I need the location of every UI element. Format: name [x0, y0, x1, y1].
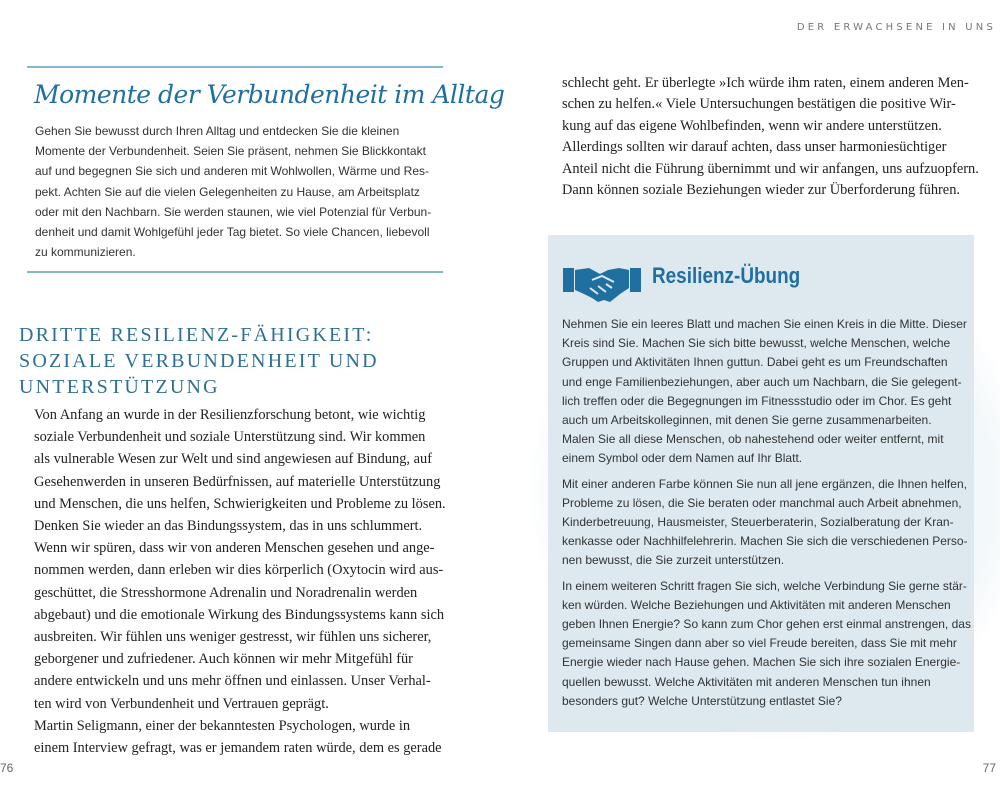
- exercise-paragraph: [562, 315, 966, 469]
- continued-text: [562, 73, 979, 201]
- section-heading: [19, 322, 439, 400]
- body-line: einem Interview gefragt, was er jemandem raten würde, dem es gerade: [34, 740, 442, 757]
- body-line: andere entwickeln und uns mehr öffnen und einlassen. Unser Verhal-: [34, 673, 431, 690]
- exercise-line: einem Symbol oder dem Namen auf Ihr Blatt.: [562, 451, 803, 466]
- box-line: pekt. Achten Sie auf die vielen Gelegenheiten zu Hause, am Arbeitsplatz: [35, 184, 420, 199]
- box-bottom-rule: [27, 271, 443, 273]
- exercise-line: besonders gut? Welche Unterstützung entlastet Sie?: [562, 693, 842, 708]
- exercise-line: Probleme zu lösen, die Sie beraten oder manchmal auch Arbeit abnehmen,: [562, 495, 962, 510]
- heading-line: UNTERSTÜTZUNG: [19, 376, 220, 398]
- heading-line: DRITTE RESILIENZ-FÄHIGKEIT:: [19, 324, 374, 346]
- body-line: geborgener und zufriedener. Auch können wir mehr Mitgefühl für: [34, 651, 413, 668]
- body-line: Wenn wir spüren, dass wir von anderen Menschen gesehen und ange-: [34, 540, 435, 557]
- running-head: DER ERWACHSENE IN UNS: [796, 22, 996, 33]
- body-line: Von Anfang an wurde in der Resilienzforschung betont, wie wichtig: [34, 407, 426, 423]
- exercise-line: nen bewusst, die Sie zurzeit unterstützen.: [562, 553, 785, 568]
- exercise-text: [562, 315, 971, 717]
- exercise-line: kenkasse oder Nachhilfelehrerin. Machen Sie sich die verschiedenen Perso-: [562, 534, 968, 549]
- body-line: geschüttet, die Stresshormone Adrenalin und Noradrenalin werden: [34, 584, 418, 601]
- exercise-title: Resilienz-Übung: [652, 263, 801, 288]
- box-line: zu kommunizieren.: [35, 245, 136, 260]
- exercise-line: In einem weiteren Schritt fragen Sie sich, welche Verbindung Sie gerne stär-: [562, 578, 967, 593]
- heading-line: SOZIALE VERBUNDENHEIT UND: [19, 350, 379, 372]
- body-line: Dann können soziale Beziehungen wieder zur Überforderung führen.: [562, 182, 960, 199]
- box-line: denheit und damit Wohlgefühl jeder Tag bietet. So viele Chancen, liebevoll: [35, 225, 430, 240]
- exercise-line: quellen bewusst. Welche Aktivitäten mit anderen Menschen tun ihnen: [562, 674, 931, 689]
- exercise-line: Malen Sie all diese Menschen, ob nahestehend oder weiter entfernt, mit: [562, 432, 944, 447]
- box-text: [35, 121, 435, 262]
- exercise-line: Gruppen und Aktivitäten Ihnen guttun. Dabei geht es um Freundschaften: [562, 355, 948, 370]
- exercise-line: Kinderbetreuung, Hausmeister, Steuerberaterin, Sozialberatung der Kran-: [562, 515, 954, 530]
- exercise-line: Kreis sind Sie. Machen Sie sich bitte bewusst, welche Menschen, welche: [562, 336, 951, 351]
- page-number-left: 76: [0, 761, 14, 775]
- exercise-line: gemeinsame Singen dann aber so viel Freude bereiten, dass Sie mit mehr: [562, 636, 957, 651]
- body-line: Gesehenwerden in unseren Bedürfnissen, auf materielle Unterstützung: [34, 473, 441, 490]
- box-top-rule: [27, 66, 443, 68]
- exercise-line: lich treffen oder die Begegnungen im Fitnessstudio oder im Chor. Es geht: [562, 393, 952, 408]
- body-line: schlecht geht. Er überlegte »Ich würde ihm raten, einem anderen Men-: [562, 75, 969, 91]
- exercise-line: geben Ihnen Energie? So kann zum Chor gehen erst einmal anstrengen, das: [562, 617, 971, 632]
- body-line: schen zu helfen.« Viele Untersuchungen bestätigen die positive Wir-: [562, 96, 956, 113]
- exercise-line: und enge Familienbeziehungen, aber auch um Nachbarn, die Sie gelegent-: [562, 374, 962, 389]
- box-line: oder mit den Nachbarn. Sie werden staunen, wie viel Potenzial für Verbun-: [35, 204, 432, 219]
- body-line: ausbreiten. Wir fühlen uns weniger gestresst, wir fühlen uns sicherer,: [34, 629, 432, 646]
- body-line: abgebaut) und die emotionale Wirkung des Bindungssystems kann sich: [34, 606, 445, 623]
- exercise-line: auch um Arbeitskolleginnen, mit denen Sie gerne zusammenarbeiten.: [562, 413, 932, 428]
- body-line: Anteil nicht die Führung übernimmt und wir anfangen, uns aufzuopfern.: [562, 160, 979, 177]
- box-line: auf und begegnen Sie sich und anderen mit Wohlwollen, Wärme und Res-: [35, 164, 430, 179]
- exercise-paragraph: [562, 577, 971, 711]
- exercise-line: Energie wieder nach Hause gehen. Machen Sie sich ihre sozialen Energie-: [562, 655, 961, 670]
- body-line: nommen werden, dann erleben wir dies körperlich (Oxytocin wird aus-: [34, 562, 444, 579]
- body-line: ten wird von Verbundenheit und Vertrauen geprägt.: [34, 695, 329, 712]
- exercise-line: Mit einer anderen Farbe können Sie nun all jene ergänzen, die Ihnen helfen,: [562, 476, 967, 491]
- page-number-right: 77: [982, 761, 996, 775]
- body-line: Denken Sie wieder an das Bindungssystem, das in uns schlummert.: [34, 518, 423, 535]
- body-line: soziale Verbundenheit und soziale Unterstützung sind. Wir kommen: [34, 429, 426, 446]
- body-line: kung auf das eigene Wohlbefinden, wenn wir andere unterstützen.: [562, 117, 942, 134]
- body-line: Martin Seligmann, einer der bekanntesten Psychologen, wurde in: [34, 717, 411, 734]
- handshake-icon: [562, 258, 642, 306]
- box-title: Momente der Verbundenheit im Alltag: [34, 80, 505, 109]
- body-line: und Menschen, die uns helfen, Schwierigkeiten und Probleme zu lösen.: [34, 495, 446, 512]
- exercise-line: ken würden. Welche Beziehungen und Aktivitäten mit anderen Menschen: [562, 597, 951, 612]
- body-line: Allerdings sollten wir darauf achten, dass unser harmoniesüchtiger: [562, 139, 947, 156]
- exercise-line: Nehmen Sie ein leeres Blatt und machen Sie einen Kreis in die Mitte. Dieser: [562, 317, 967, 331]
- body-text: [34, 404, 444, 759]
- exercise-paragraph: [562, 475, 966, 571]
- body-line: als vulnerable Wesen zur Welt und sind angewiesen auf Bindung, auf: [34, 451, 432, 468]
- box-line: Momente der Verbundenheit. Seien Sie präsent, nehmen Sie Blickkontakt: [35, 144, 426, 159]
- box-line: Gehen Sie bewusst durch Ihren Alltag und entdecken Sie die kleinen: [35, 124, 400, 138]
